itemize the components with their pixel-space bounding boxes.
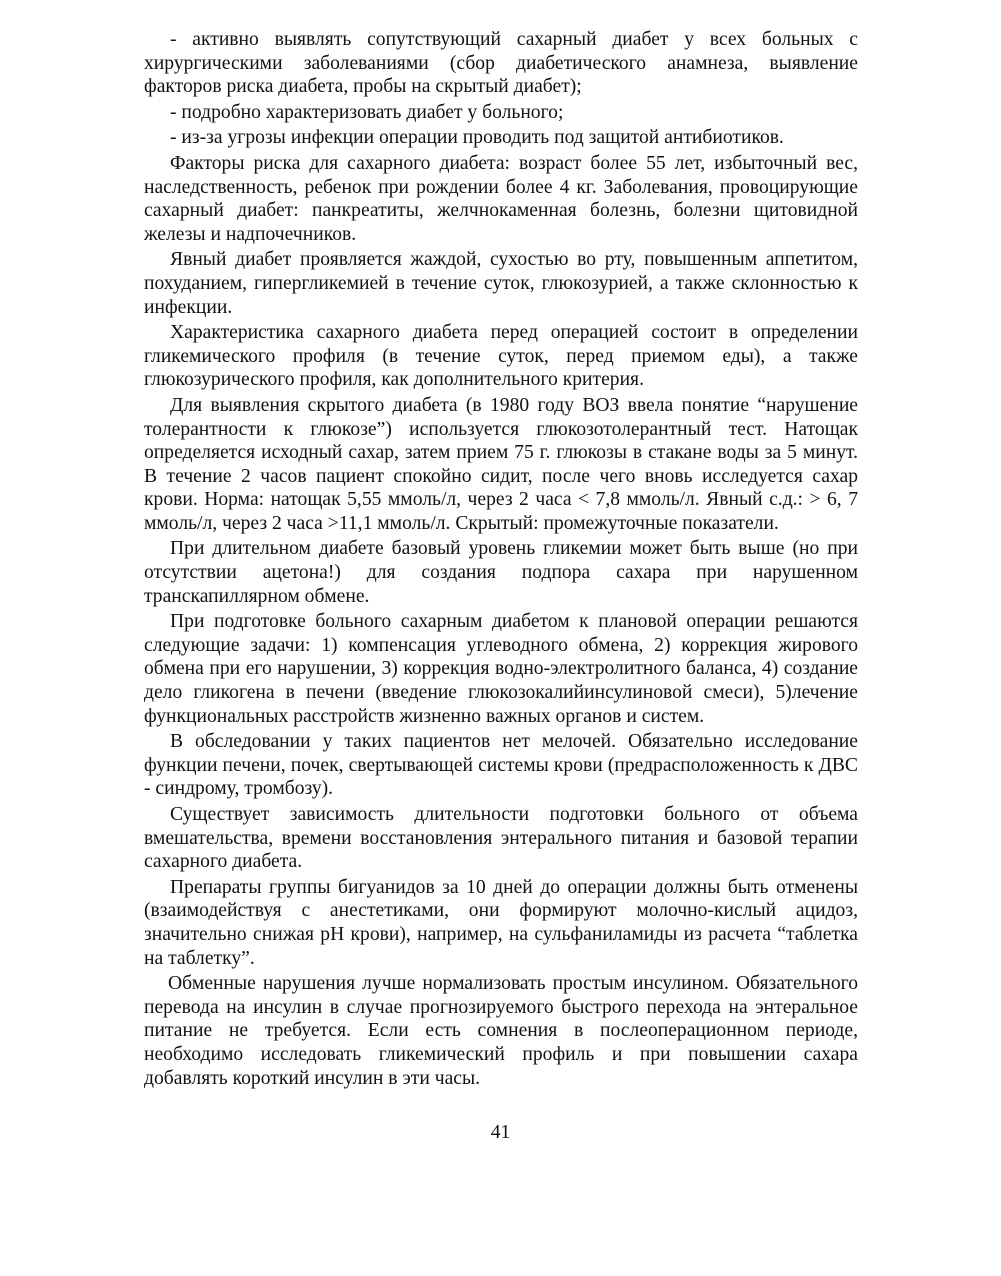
bullet-item-antibiotics: - из-за угрозы инфекции операции проводить под защитой антибиотиков. [170,127,784,149]
paragraph-preparation-tasks: При подготовке больного сахарным диабетом к плановой операции решаются следующие задачи: 1) компенсация углеводного обмена, 2) коррекция жирового обмена при его нарушении, 3) коррекция водно-электролитного баланса, 4) создание дело гликогена в печени (введение глюкозокалийинсулиновой смеси), 5)лечение функциональных расстройств жизненно важных органов и систем. [144,611,858,727]
paragraph-examination: В обследовании у таких пациентов нет мелочей. Обязательно исследование функции печени, почек, свертывающей системы крови (предрасположенность к ДВС - синдрому, тромбозу). [144,731,858,800]
bullet-item-detect-diabetes: - активно выявлять сопутствующий сахарный диабет у всех больных с хирургическими заболеваниями (сбор диабетического анамнеза, выявление факторов риска диабета, пробы на скрытый диабет); [144,29,858,98]
paragraph-long-term-diabetes: При длительном диабете базовый уровень гликемии может быть выше (но при отсутствии ацетона!) для создания подпора сахара при нарушенном транскапиллярном обмене. [144,538,858,607]
bullet-item-characterize-diabetes: - подробно характеризовать диабет у больного; [170,101,564,123]
page-number: 41 [490,1122,511,1143]
paragraph-overt-diabetes: Явный диабет проявляется жаждой, сухостью во рту, повышенным аппетитом, похуданием, гипергликемией в течение суток, глюкозурией, а также склонностью к инфекции. [144,249,858,318]
paragraph-metabolic-disorders: Обменные нарушения лучше нормализовать простым инсулином. Обязательного перевода на инсулин в случае прогнозируемого быстрого перехода на энтеральное питание не требуется. Если есть сомнения в послеоперационном периоде, необходимо исследовать гликемический профиль и при повышении сахара добавлять короткий инсулин в эти часы. [144,973,858,1089]
paragraph-biguanides: Препараты группы бигуанидов за 10 дней до операции должны быть отменены (взаимодействуя с анестетиками, они формируют молочно-кислый ацидоз, значительно снижая pH крови), например, на сульфаниламиды из расчета “таблетка на таблетку”. [144,876,858,969]
paragraph-glucose-tolerance-test: Для выявления скрытого диабета (в 1980 году ВОЗ ввела понятие “нарушение толерантности к глюкозе”) используется глюкозотолерантный тест. Натощак определяется исходный сахар, затем прием 75 г. глюкозы в стакане воды за 5 минут. В течение 2 часов пациент спокойно сидит, после чего вновь исследуется сахар крови. Норма: натощак 5,55 ммоль/л, через 2 часа < 7,8 ммоль/л. Явный с.д.: > 6, 7 ммоль/л, через 2 часа >11,1 ммоль/л. Скрытый: промежуточные показатели. [144,394,858,534]
document-body [144,28,858,1092]
paragraph-preparation-duration: Существует зависимость длительности подготовки больного от объема вмешательства, времени восстановления энтерального питания и базовой терапии сахарного диабета. [144,804,858,873]
paragraph-risk-factors: Факторы риска для сахарного диабета: возраст более 55 лет, избыточный вес, наследственность, ребенок при рождении более 4 кг. Заболевания, провоцирующие сахарный диабет: панкреатиты, желчнокаменная болезнь, болезни щитовидной железы и надпочечников. [144,152,858,245]
paragraph-preoperative-characteristics: Характеристика сахарного диабета перед операцией состоит в определении гликемического профиля (в течение суток, перед приемом еды), а также глюкозурического профиля, как дополнительного критерия. [144,322,858,391]
